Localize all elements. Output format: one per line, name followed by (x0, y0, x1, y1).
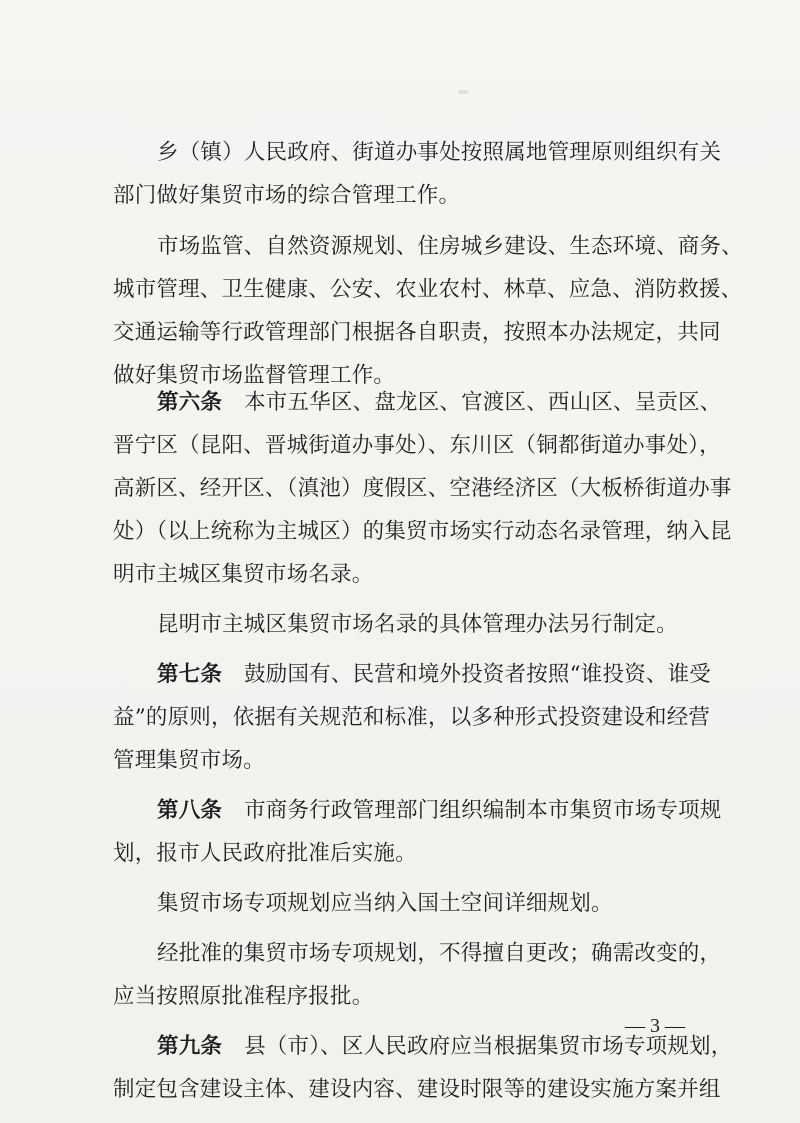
text-span: 县（市）、区人民政府应当根据集贸市场专项规划， (244, 1034, 733, 1059)
text-line: 明市主城区集贸市场名录。 (113, 562, 374, 587)
article-label: 第九条 (157, 1034, 223, 1059)
article-6-line (113, 385, 722, 421)
page-number: — 3 — (625, 1015, 685, 1037)
text-line: 集贸市场专项规划应当纳入国土空间详细规划。 (157, 891, 613, 916)
text-line: 高新区、经开区、（滇池）度假区、空港经济区（大板桥街道办事 (113, 476, 732, 501)
text-line: 处）（以上统称为主城区）的集贸市场实行动态名录管理，纳入昆 (113, 519, 732, 544)
text-line: 市场监管、自然资源规划、住房城乡建设、生态环境、商务、 (157, 234, 743, 259)
article-label: 第七条 (157, 662, 223, 687)
article-label: 第八条 (157, 798, 223, 823)
text-line: 制定包含建设主体、建设内容、建设时限等的建设实施方案并组 (113, 1077, 721, 1102)
text-line: 昆明市主城区集贸市场名录的具体管理办法另行制定。 (157, 612, 678, 637)
text-line: 管理集贸市场。 (113, 748, 265, 773)
text-line: 晋宁区（昆阳、晋城街道办事处）、东川区（铜都街道办事处）， (113, 433, 721, 458)
text-span: 本市五华区、盘龙区、官渡区、西山区、呈贡区、 (244, 390, 722, 415)
text-line: 应当按照原批准程序报批。 (113, 984, 374, 1009)
text-line: 交通运输等行政管理部门根据各自职责，按照本办法规定，共同 (113, 320, 721, 345)
text-span: 鼓励国有、民营和境外投资者按照“谁投资、谁受 (244, 662, 712, 687)
article-label: 第六条 (157, 390, 223, 415)
text-line: 做好集贸市场监督管理工作。 (113, 363, 396, 388)
text-line: 益”的原则，依据有关规范和标准，以多种形式投资建设和经营 (113, 705, 711, 730)
text-span: 市商务行政管理部门组织编制本市集贸市场专项规 (244, 798, 722, 823)
text-line: 经批准的集贸市场专项规划，不得擅自更改；确需改变的， (157, 941, 722, 966)
text-line: 城市管理、卫生健康、公安、农业农村、林草、应急、消防救援、 (113, 277, 743, 302)
text-line: 部门做好集贸市场的综合管理工作。 (113, 183, 461, 208)
article-7-line (113, 657, 712, 693)
scan-mark (458, 90, 468, 94)
article-8-line (113, 793, 722, 829)
text-line: 乡（镇）人民政府、街道办事处按照属地管理原则组织有关 (157, 140, 722, 165)
text-line: 划，报市人民政府批准后实施。 (113, 841, 417, 866)
